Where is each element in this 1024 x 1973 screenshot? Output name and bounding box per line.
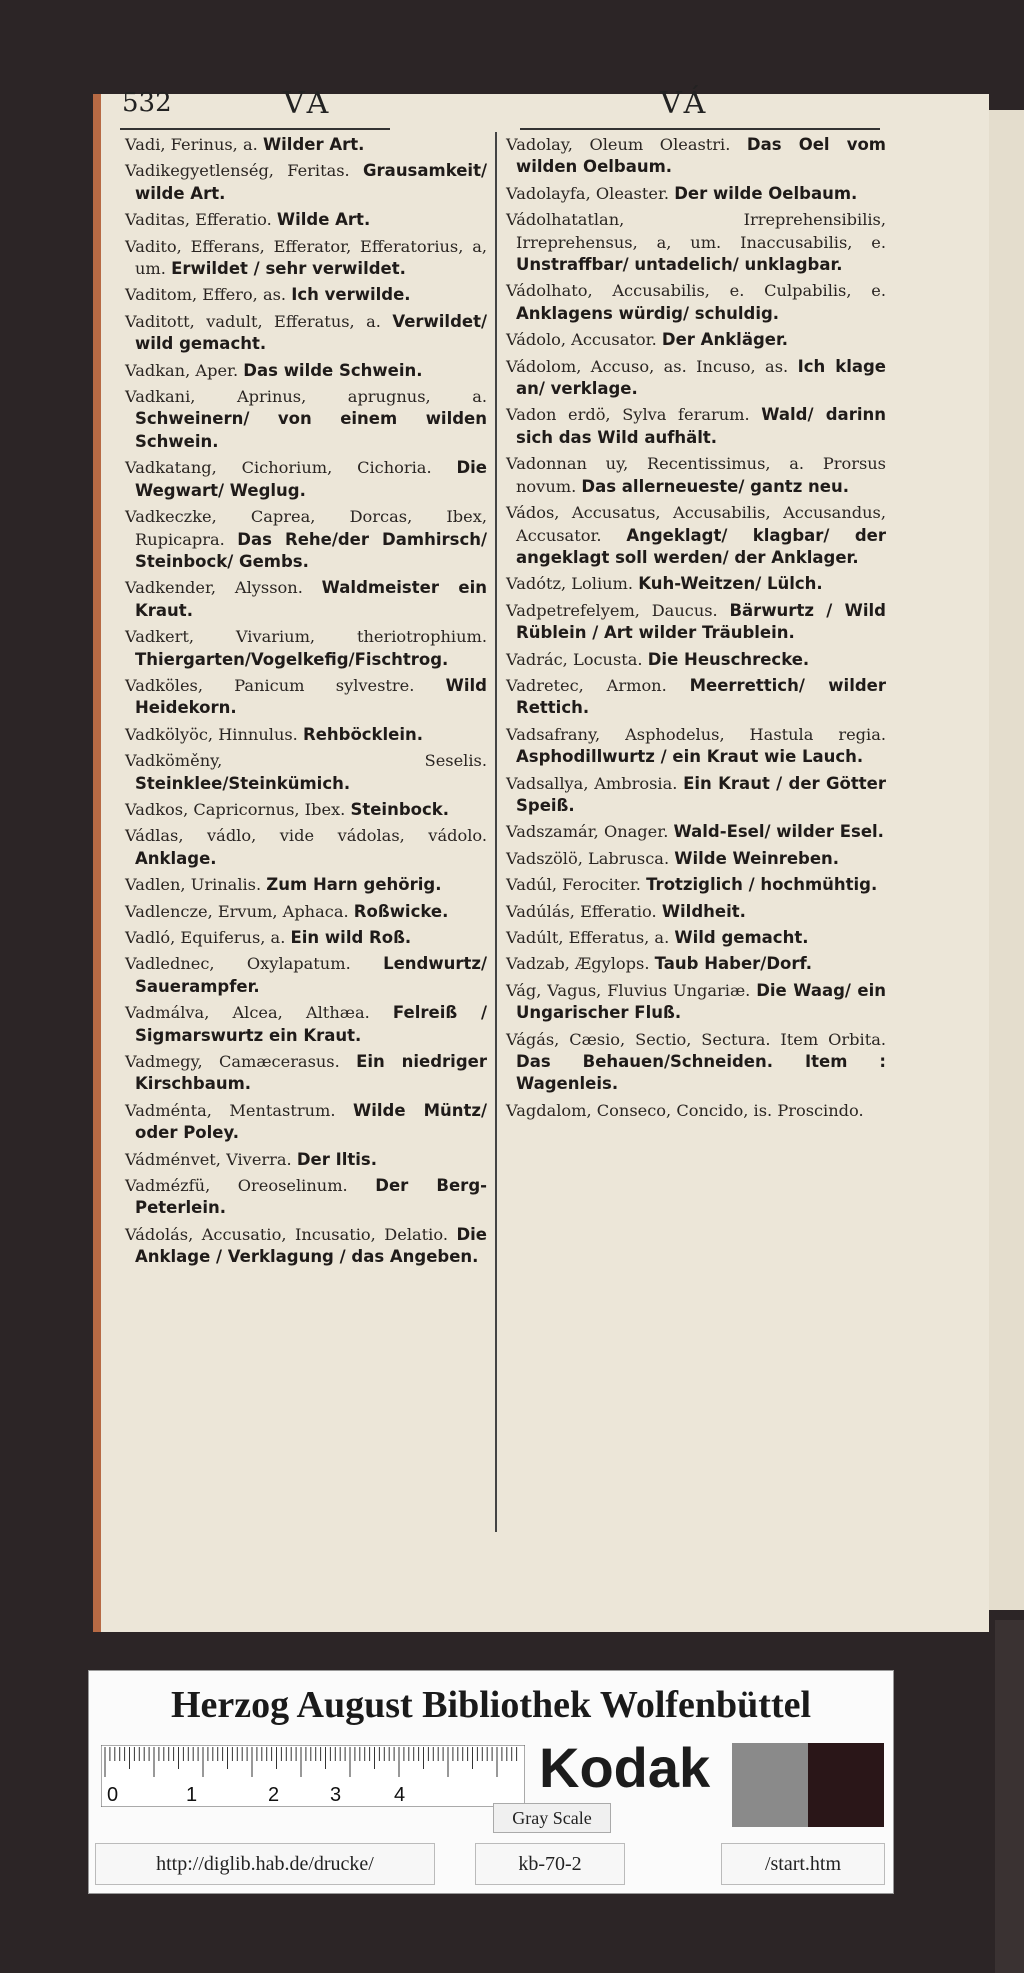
german-translation: Ich klage an/ verklage. <box>516 356 886 399</box>
german-translation: Rehböcklein. <box>302 724 424 744</box>
column-divider <box>495 132 497 1532</box>
dictionary-entry <box>506 502 886 569</box>
source-url: http://diglib.hab.de/drucke/ <box>95 1843 435 1885</box>
dictionary-entry <box>506 675 886 720</box>
latin-headword: Vadolay, Oleum Oleastri. <box>506 135 731 154</box>
dictionary-entry <box>506 821 886 843</box>
dictionary-column-right <box>506 134 886 1126</box>
dictionary-entry <box>506 183 886 205</box>
latin-headword: Vadi, Ferinus, a. <box>125 135 258 154</box>
latin-headword: Vadlencze, Ervum, Aphaca. <box>125 901 349 921</box>
latin-headword: Vaditom, Effero, as. <box>125 285 287 305</box>
dictionary-entry <box>125 386 487 453</box>
german-translation: Waldmeister ein Kraut. <box>135 578 487 620</box>
german-translation: Anklage. <box>135 848 217 868</box>
dictionary-entry <box>506 724 886 769</box>
library-title: Herzog August Bibliothek Wolfenbüttel <box>170 1684 812 1726</box>
dark-patch <box>808 1743 884 1827</box>
german-translation: Kuh-Weitzen/ Lülch. <box>638 574 823 594</box>
dictionary-entry <box>506 329 886 351</box>
dictionary-entry <box>506 901 886 923</box>
dictionary-entry <box>125 953 487 998</box>
german-translation: Die Wegwart/ Weglug. <box>135 458 487 500</box>
dictionary-entry <box>506 927 886 949</box>
german-translation: Ein wild Roß. <box>290 928 412 947</box>
german-translation: Wild Heidekorn. <box>135 675 487 718</box>
dictionary-entry <box>506 209 886 276</box>
german-translation: Steinbock. <box>350 799 449 819</box>
dictionary-entry <box>125 311 487 356</box>
latin-headword: Vadszamár, Onager. <box>506 822 669 842</box>
latin-headword: Vadúlt, Efferatus, a. <box>506 928 670 947</box>
german-translation: Wilde Weinreben. <box>674 848 840 868</box>
latin-headword: Vadszölö, Labrusca. <box>506 848 670 868</box>
german-translation: Lendwurtz/ Sauerampfer. <box>135 954 487 996</box>
latin-headword: Vadmézfü, Oreoselinum. <box>125 1176 348 1196</box>
latin-headword: Vadkos, Capricornus, Ibex. <box>125 799 346 819</box>
dictionary-entry <box>125 825 487 870</box>
ruler-number: 3 <box>330 1784 342 1806</box>
german-translation: Thiergarten/Vogelkefig/Fischtrog. <box>135 649 449 669</box>
dictionary-entry <box>506 280 886 325</box>
dictionary-entry <box>125 577 487 622</box>
latin-headword: Vadkölyöc, Hinnulus. <box>125 724 298 744</box>
ruler-number: 4 <box>394 1784 406 1806</box>
german-translation: Anklagens würdig/ schuldig. <box>516 303 780 323</box>
dictionary-entry <box>125 1175 487 1220</box>
running-head-right: VÁ <box>660 86 710 121</box>
book-cover-edge <box>995 1620 1024 1973</box>
dictionary-entry <box>125 134 487 156</box>
latin-headword: Vadótz, Lolium. <box>506 574 634 594</box>
dictionary-entry <box>506 649 886 671</box>
latin-headword: Vádolom, Accuso, as. Incuso, as. <box>506 356 789 376</box>
dictionary-entry <box>506 573 886 595</box>
latin-headword: Vadkan, Aper. <box>125 360 239 380</box>
german-translation: Schweinern/ von einem wilden Schwein. <box>135 409 487 451</box>
german-translation: Wildheit. <box>661 901 746 921</box>
gray-scale-label: Gray Scale <box>493 1803 611 1833</box>
latin-headword: Vadsallya, Ambrosia. <box>506 773 678 793</box>
latin-headword: Vádménvet, Viverra. <box>125 1149 292 1169</box>
latin-headword: Vádolhatatlan, Irreprehensibilis, Irreprehensus, a, um. Inaccusabilis, e. <box>506 210 886 252</box>
dictionary-entry <box>506 134 886 179</box>
german-translation: Der Iltis. <box>296 1149 378 1169</box>
german-translation: Das Oel vom wilden Oelbaum. <box>516 135 886 177</box>
german-translation: Ein niedriger Kirschbaum. <box>135 1052 487 1094</box>
latin-headword: Vadpetrefelyem, Daucus. <box>506 600 718 620</box>
german-translation: Taub Haber/Dorf. <box>654 954 813 974</box>
latin-headword: Vadkeczke, Caprea, Dorcas, Ibex, Rupicapra. <box>125 507 487 549</box>
dictionary-entry <box>506 1029 886 1096</box>
german-translation: Die Anklage / Verklagung / das Angeben. <box>135 1224 487 1267</box>
latin-headword: Vadretec, Armon. <box>506 675 667 695</box>
latin-headword: Vadmegy, Camæcerasus. <box>125 1052 340 1072</box>
german-translation: Das allerneueste/ gantz neu. <box>581 476 849 496</box>
dictionary-entry <box>125 901 487 923</box>
latin-headword: Vaditas, Efferatio. <box>125 210 272 230</box>
latin-headword: Vadló, Equiferus, a. <box>125 928 286 947</box>
kodak-logo: Kodak <box>539 1736 711 1799</box>
scan-target-card <box>88 1670 894 1894</box>
dictionary-entry <box>506 953 886 975</box>
latin-headword: Vadkender, Alysson. <box>125 578 303 598</box>
dictionary-entry <box>506 453 886 498</box>
latin-headword: Vádolhato, Accusabilis, e. Culpabilis, e. <box>506 281 886 301</box>
german-translation: Das Behauen/Schneiden. Item : Wagenleis. <box>516 1052 886 1094</box>
german-translation: Trotziglich / hochmühtig. <box>646 875 878 895</box>
dictionary-entry <box>125 1224 487 1269</box>
latin-headword: Vadon erdö, Sylva ferarum. <box>506 405 750 425</box>
german-translation: Wilder Art. <box>262 135 365 154</box>
header-rule-right <box>520 128 880 130</box>
dictionary-entry <box>125 927 487 949</box>
dictionary-entry <box>506 1100 886 1122</box>
german-translation: Ich verwilde. <box>291 285 411 305</box>
german-translation: Zum Harn gehörig. <box>266 875 442 895</box>
dictionary-entry <box>506 848 886 870</box>
german-translation: Der Berg-Peterlein. <box>135 1176 487 1218</box>
latin-headword: Vadménta, Mentastrum. <box>125 1100 336 1120</box>
german-translation: Wald-Esel/ wilder Esel. <box>673 822 884 842</box>
gray-patch <box>732 1743 808 1827</box>
latin-headword: Vádlas, vádlo, vide vádolas, vádolo. <box>125 826 487 846</box>
ruler-number: 2 <box>268 1784 280 1806</box>
dictionary-entry <box>506 773 886 818</box>
german-translation: Asphodillwurtz / ein Kraut wie Lauch. <box>516 747 864 767</box>
dictionary-entry <box>125 874 487 896</box>
german-translation: Wald/ darinn sich das Wild aufhält. <box>516 405 886 447</box>
dictionary-entry <box>125 799 487 821</box>
dictionary-column-left <box>125 134 487 1273</box>
german-translation: Roßwicke. <box>353 901 449 921</box>
german-translation: Angeklagt/ klagbar/ der angeklagt soll werden/ der Anklager. <box>516 525 886 567</box>
ruler-number: 1 <box>186 1784 198 1806</box>
dictionary-entry <box>125 1100 487 1145</box>
german-translation: Die Waag/ ein Ungarischer Fluß. <box>516 980 886 1023</box>
german-translation: Der wilde Oelbaum. <box>674 183 858 203</box>
german-translation: Meerrettich/ wilder Rettich. <box>516 675 886 718</box>
german-translation: Felreiß / Sigmarswurtz ein Kraut. <box>135 1003 487 1045</box>
latin-headword: Vagdalom, Conseco, Concido, is. Proscindo. <box>506 1100 864 1120</box>
dictionary-entry <box>125 160 487 205</box>
latin-headword: Vadköles, Panicum sylvestre. <box>125 675 415 695</box>
latin-headword: Vadrác, Locusta. <box>506 649 643 669</box>
german-translation: Grausamkeit/ wilde Art. <box>135 161 487 203</box>
latin-headword: Vadzab, Ægylops. <box>506 954 650 974</box>
dictionary-entry <box>125 626 487 671</box>
german-translation: Wild gemacht. <box>674 928 809 947</box>
dictionary-entry <box>125 236 487 281</box>
latin-headword: Vadköměny, Seselis. <box>125 751 487 771</box>
latin-headword: Vadlednec, Oxylapatum. <box>125 954 351 974</box>
latin-headword: Vadsafrany, Asphodelus, Hastula regia. <box>506 724 886 744</box>
latin-headword: Vadkert, Vivarium, theriotrophium. <box>125 627 487 647</box>
dictionary-entry <box>125 724 487 746</box>
german-translation: Steinklee/Steinkümich. <box>135 773 351 793</box>
start-file: /start.htm <box>721 1843 885 1885</box>
dictionary-entry <box>506 874 886 896</box>
dictionary-entry <box>125 457 487 502</box>
dictionary-entry <box>506 404 886 449</box>
ruler-number: 0 <box>107 1784 119 1806</box>
adjacent-page-edge <box>989 110 1024 1610</box>
latin-headword: Vadmálva, Alcea, Althæa. <box>125 1003 370 1023</box>
german-translation: Das Rehe/der Damhirsch/ Steinbock/ Gembs. <box>135 529 487 571</box>
dictionary-entry <box>506 980 886 1025</box>
dictionary-entry <box>125 284 487 306</box>
dictionary-entry <box>125 750 487 795</box>
dictionary-entry <box>125 209 487 231</box>
latin-headword: Vadikegyetlenség, Feritas. <box>125 161 350 181</box>
german-translation: Wilde Art. <box>276 210 371 230</box>
dictionary-entry <box>506 356 886 401</box>
german-translation: Unstraffbar/ untadelich/ unklagbar. <box>516 255 843 275</box>
latin-headword: Vág, Vagus, Fluvius Ungariæ. <box>506 980 751 1000</box>
german-translation: Erwildet / sehr verwildet. <box>171 259 406 279</box>
latin-headword: Vadonnan uy, Recentissimus, a. Prorsus novum. <box>506 454 886 496</box>
scale-ruler <box>101 1745 525 1807</box>
german-translation: Verwildet/ wild gemacht. <box>135 311 487 354</box>
dictionary-entry <box>125 360 487 382</box>
german-translation: Der Ankläger. <box>661 330 789 350</box>
page-number: 532 <box>122 88 172 118</box>
latin-headword: Vágás, Cæsio, Sectio, Sectura. Item Orbita. <box>506 1029 886 1049</box>
header-rule-left <box>120 128 390 130</box>
german-translation: Das wilde Schwein. <box>243 360 423 380</box>
latin-headword: Vádos, Accusatus, Accusabilis, Accusandus, Accusator. <box>506 503 886 545</box>
shelfmark: kb-70-2 <box>475 1843 625 1885</box>
german-translation: Bärwurtz / Wild Rüblein / Art wilder Träublein. <box>516 600 886 643</box>
running-head-left: VA <box>283 86 333 121</box>
german-translation: Ein Kraut / der Götter Speiß. <box>516 773 886 815</box>
german-translation: Die Heuschrecke. <box>647 649 810 669</box>
latin-headword: Vadlen, Urinalis. <box>125 875 262 895</box>
dictionary-entry <box>506 600 886 645</box>
dictionary-entry <box>125 506 487 573</box>
latin-headword: Vádolo, Accusator. <box>506 330 657 350</box>
latin-headword: Vadkani, Aprinus, aprugnus, a. <box>125 387 487 407</box>
dictionary-entry <box>125 1002 487 1047</box>
latin-headword: Vadolayfa, Oleaster. <box>506 183 670 203</box>
latin-headword: Vadito, Efferans, Efferator, Efferatorius, a, um. <box>125 236 487 279</box>
dictionary-entry <box>125 675 487 720</box>
dictionary-entry <box>125 1051 487 1096</box>
german-translation: Wilde Müntz/ oder Poley. <box>135 1100 487 1143</box>
latin-headword: Vadúl, Ferociter. <box>506 875 641 895</box>
dictionary-entry <box>125 1149 487 1171</box>
latin-headword: Vadkatang, Cichorium, Cichoria. <box>125 458 432 478</box>
latin-headword: Vaditott, vadult, Efferatus, a. <box>125 311 381 331</box>
latin-headword: Vadúlás, Efferatio. <box>506 901 657 921</box>
latin-headword: Vádolás, Accusatio, Incusatio, Delatio. <box>125 1224 448 1244</box>
